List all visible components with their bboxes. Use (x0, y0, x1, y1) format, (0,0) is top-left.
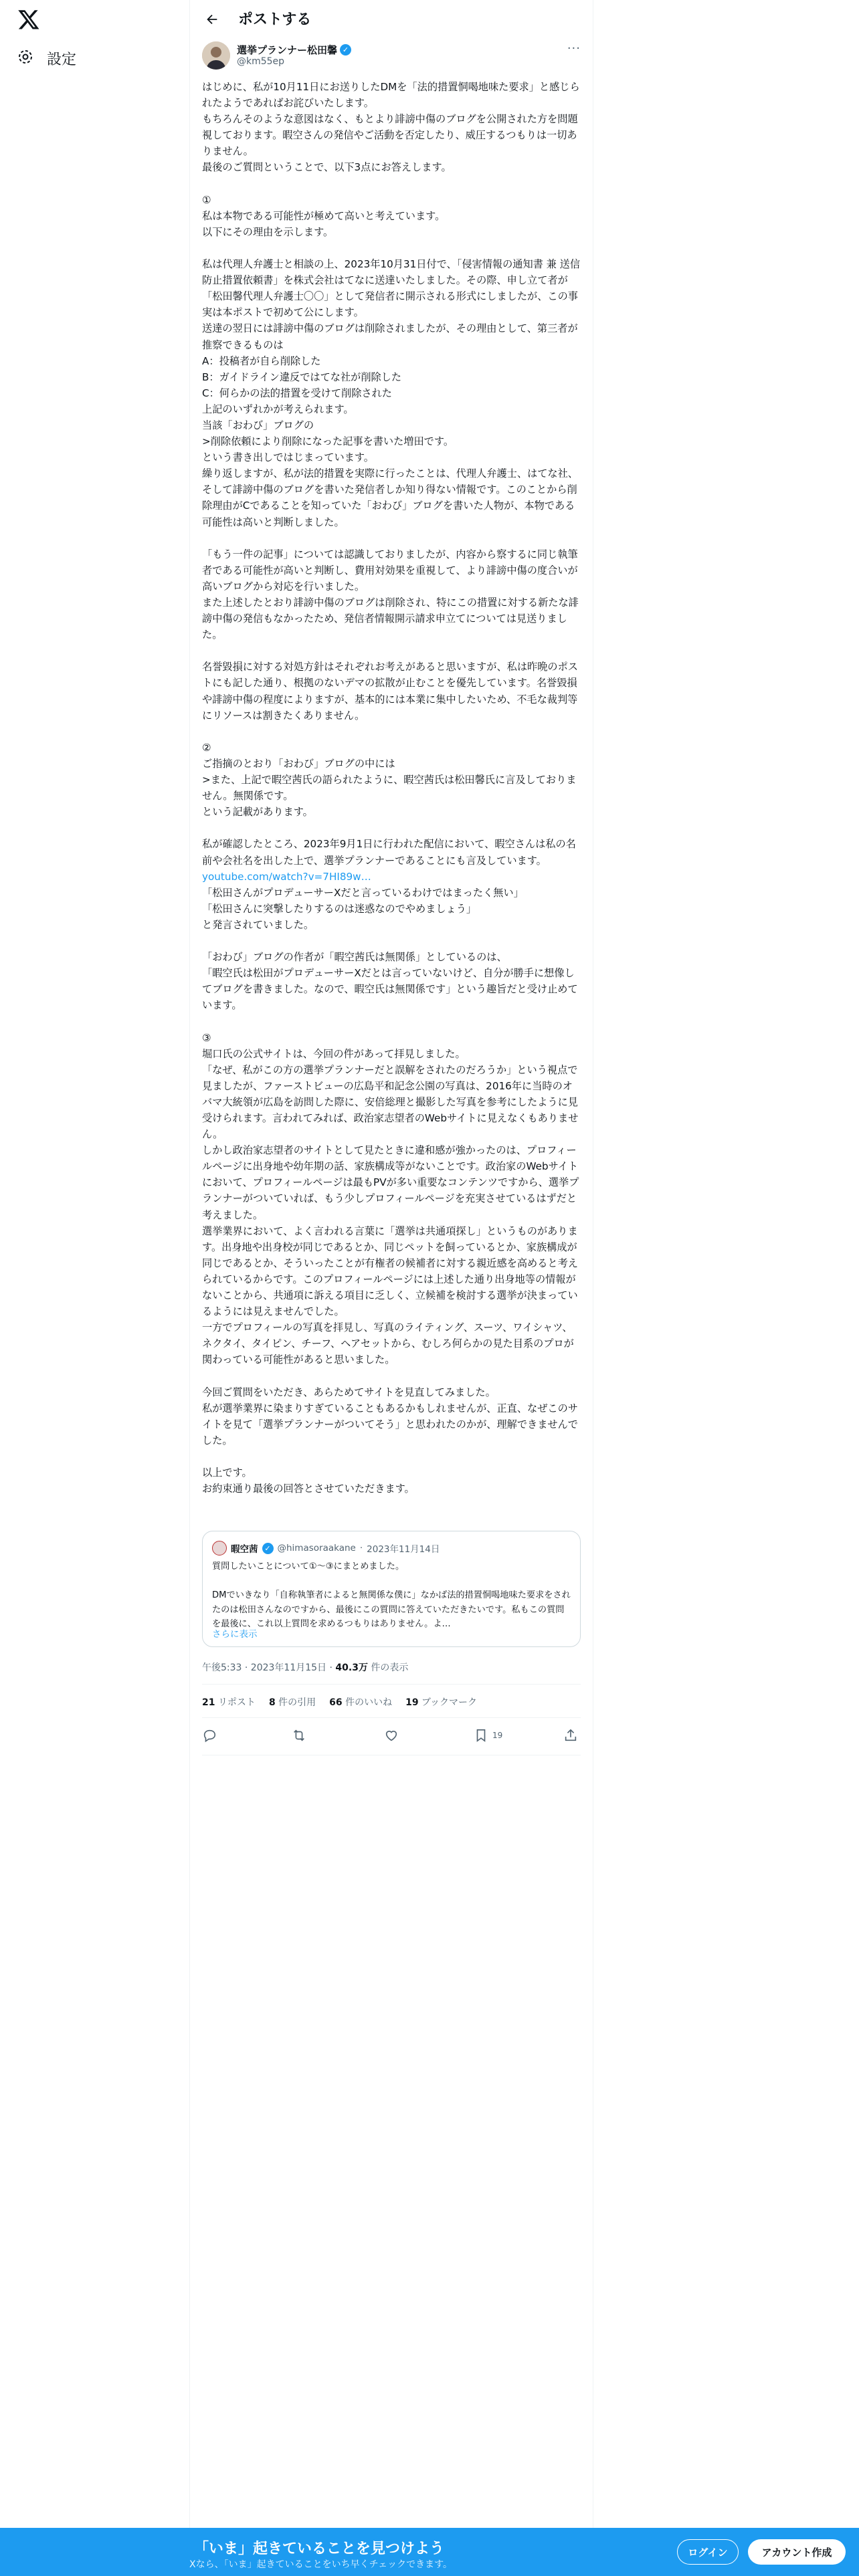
reposts-stat[interactable] (202, 1695, 256, 1709)
share-button[interactable] (563, 1728, 578, 1743)
quote-show-more-link[interactable]: さらに表示 (212, 1629, 258, 1640)
author-name-row[interactable] (237, 43, 351, 57)
gear-icon (17, 49, 33, 68)
bookmarks-count: 19 (405, 1697, 419, 1708)
reply-button[interactable] (202, 1728, 217, 1743)
quoted-post[interactable] (202, 1531, 581, 1647)
reply-icon (202, 1728, 217, 1743)
post-text-part2: 「松田さんがプロデューサーXだと言っているわけではまったく無い」 「松田さんに突撃したりするのは迷惑なのでやめましょう」 と発言されていました。 「おわび」ブログの作者が「暇空茜氏は無関係」としているのは、 「暇空氏は松田がプロデューサーXだとは言っていないけど、自分が勝手に想像してブログを書きました。なので、暇空氏は無関係です」という趣旨だと受け止めています。 ③ 堀口氏の公式サイトは、今回の件があって拝見しました。 「なぜ、私がこの方の選挙プランナーだと誤解をされたのだろうか」という視点で見ましたが、ファーストビューの広島平和記念公園の写真は、2016年に当時のオバマ大統領が広島を訪問した際に、安倍総理と撮影した写真を参考にしたように見受けられます。言われてみれば、政治家志望者のWebサイトに見えなくもありません。 しかし政治家志望者のサイトとして見たときに違和感が強かったのは、プロフィールページに出身地や幼年期の話、家族構成等がないことです。政治家のWebサイトにおいて、プロフィールページは最もPVが多い重要なコンテンツですから、選挙プランナーがついていれば、もう少しプロフィールページを充実させているはずだと考えました。 選挙業界において、よく言われる言葉に「選挙は共通項探し」というものがあります。出身地や出身校が同じであるとか、同じペットを飼っているとか、家族構成が同じであるとか、そういったことが有権者の候補者に対する親近感を高めると考えられているからです。このプロフィールページには上述した通り出身地等の情報がないことから、共通項に訴える項目に乏しく、立候補を検討する選挙が決まっているようには見えませんでした。 一方でプロフィールの写真を拝見し、写真のライティング、スーツ、ワイシャツ、ネクタイ、タイピン、チーフ、ヘアセットから、むしろ何らかの見た目系のプロが関わっている可能性があると思いました。 今回ご質問をいただき、あらためてサイトを見直してみました。 私が選挙業界に染まりすぎていることもあるかもしれませんが、正直、なぜこのサイトを見て「選挙プランナーがついてそう」と思われたのかが、理解できませんでした。 以上です。 お約束通り最後の回答とさせていただきます。 (202, 886, 579, 1495)
author-handle[interactable]: @km55ep (237, 56, 285, 67)
more-options-icon[interactable]: ··· (567, 41, 581, 56)
quotes-stat[interactable] (269, 1695, 316, 1709)
post-text-part1: はじめに、私が10月11日にお送りしたDMを「法的措置恫喝地味た要求」と感じられたようであればお詫びいたします。 もちろんそのような意図はなく、もとより誹謗中傷のブログを公開された方を問題視しております。暇空さんの発信やご活動を否定したり、威圧するつもりは一切ありません。 最後のご質問ということで、以下3点にお答えします。 ① 私は本物である可能性が極めて高いと考えています。 以下にその理由を示します。 私は代理人弁護士と相談の上、2023年10月31日付で、「侵害情報の通知書 兼 送信防止措置依頼書」を株式会社はてなに送達いたしました。その際、申し立て者が「松田馨代理人弁護士〇〇」として発信者に開示される形式にしましたが、この事実は本ポストで初めて公にします。 送達の翌日には誹謗中傷のブログは削除されましたが、その理由として、第三者が推察できるものは A：投稿者が自ら削除した B：ガイドライン違反ではてな社が削除した C：何らかの法的措置を受けて削除された 上記のいずれかが考えられます。 当該「おわび」ブログの >削除依頼により削除になった記事を書いた増田です。 という書き出しではじまっています。 繰り返しますが、私が法的措置を実際に行ったことは、代理人弁護士、はてな社、そして誹謗中傷のブログを書いた発信者しか知り得ない情報です。このことから削除理由がCであることを知っていた「おわび」ブログを書いた人物が、本物である可能性は高いと判断しました。 「もう一件の記事」については認識しておりましたが、内容から察するに同じ執筆者である可能性が高いと判断し、費用対効果を重視して、より誹謗中傷の度合いが高いブログから対応を行いました。 また上述したとおり誹謗中傷のブログは削除され、特にこの措置に対する新たな誹謗中傷の発信もなかったため、発信者情報開示請求申立てについては見送りました。 名誉毀損に対する対処方針はそれぞれお考えがあると思いますが、私は昨晩のポストにも記した通り、根拠のないデマの拡散が止むことを優先しています。名誉毀損や誹謗中傷の程度によりますが、基本的には本業に集中したいため、不毛な裁判等にリソースは割きたくありません。 ② ご指摘のとおり「おわび」ブログの中には >また、上記で暇空茜氏の語られたように、暇空茜氏は松田馨氏に言及しておりません。無関係です。 という記載があります。 私が確認したところ、2023年9月1日に行われた配信において、暇空さんは私の名前や会社名を出した上で、選挙プランナーであることにも言及しています。 (202, 81, 581, 867)
likes-stat[interactable] (329, 1695, 392, 1709)
views-label: 件の表示 (367, 1662, 409, 1673)
page-title: ポストする (238, 11, 312, 28)
bookmark-icon (474, 1728, 488, 1743)
quote-text: 質問したいことについて①〜③にまとめました。 DMでいきなり「自称執筆者によると無関係な僕に」なかば法的措置恫喝地味た要求をされたのは松田さんなのですから、最後にこの質問に答えていただきたいです。私もこの質問を最後に、これ以上質問を求めるつもりはありません。よ… (212, 1562, 571, 1629)
quote-author-name: 暇空茜 (231, 1544, 258, 1555)
author-name[interactable]: 選挙プランナー松田馨 (237, 44, 338, 56)
repost-icon (292, 1728, 306, 1743)
quote-author-handle: @himasoraakane (277, 1543, 356, 1553)
verified-badge-icon: ✓ (340, 44, 351, 56)
heart-icon (384, 1728, 399, 1743)
quote-avatar (212, 1541, 227, 1555)
quote-header (212, 1541, 440, 1555)
post-timestamp (202, 1660, 408, 1674)
post-time-date[interactable]: 午後5:33 · 2023年11月15日 · (202, 1662, 336, 1673)
banner-title: 「いま」起きていることを見つけよう (194, 2541, 445, 2557)
top-bar (190, 0, 593, 39)
like-button[interactable] (384, 1728, 399, 1743)
login-button[interactable]: ログイン (677, 2539, 739, 2565)
youtube-link[interactable]: youtube.com/watch?v=7HI89w… (202, 870, 371, 883)
post-author (202, 41, 581, 72)
quote-date: 2023年11月14日 (367, 1544, 440, 1555)
likes-label: 件のいいね (345, 1697, 393, 1708)
signup-button[interactable]: アカウント作成 (748, 2539, 846, 2565)
back-arrow-icon[interactable] (202, 9, 222, 29)
bookmarks-stat[interactable] (405, 1695, 477, 1709)
likes-count: 66 (329, 1697, 343, 1708)
reposts-label: リポスト (217, 1697, 256, 1708)
post-text (202, 79, 582, 1497)
x-logo-icon[interactable] (17, 8, 40, 31)
divider (202, 1684, 581, 1685)
views-count: 40.3万 (335, 1662, 368, 1673)
share-icon (563, 1728, 578, 1743)
divider (202, 1717, 581, 1718)
repost-button[interactable] (292, 1728, 306, 1743)
bookmarks-label: ブックマーク (421, 1697, 478, 1708)
quotes-label: 件の引用 (278, 1697, 316, 1708)
left-nav (0, 0, 189, 2576)
engagement-stats (202, 1695, 477, 1709)
reposts-count: 21 (202, 1697, 215, 1708)
banner-subtitle: Xなら、「いま」起きていることをいち早くチェックできます。 (189, 2559, 453, 2570)
bookmark-count: 19 (492, 1731, 503, 1740)
quotes-count: 8 (268, 1697, 276, 1708)
action-bar (202, 1725, 581, 1748)
bookmark-button[interactable] (474, 1728, 502, 1743)
main-column (189, 0, 593, 2576)
signup-banner (0, 2528, 859, 2576)
nav-settings-label: 設定 (47, 51, 77, 68)
quote-separator: · (359, 1543, 363, 1553)
nav-settings[interactable] (17, 47, 76, 70)
quote-verified-badge-icon: ✓ (262, 1543, 274, 1554)
avatar[interactable] (202, 41, 230, 70)
